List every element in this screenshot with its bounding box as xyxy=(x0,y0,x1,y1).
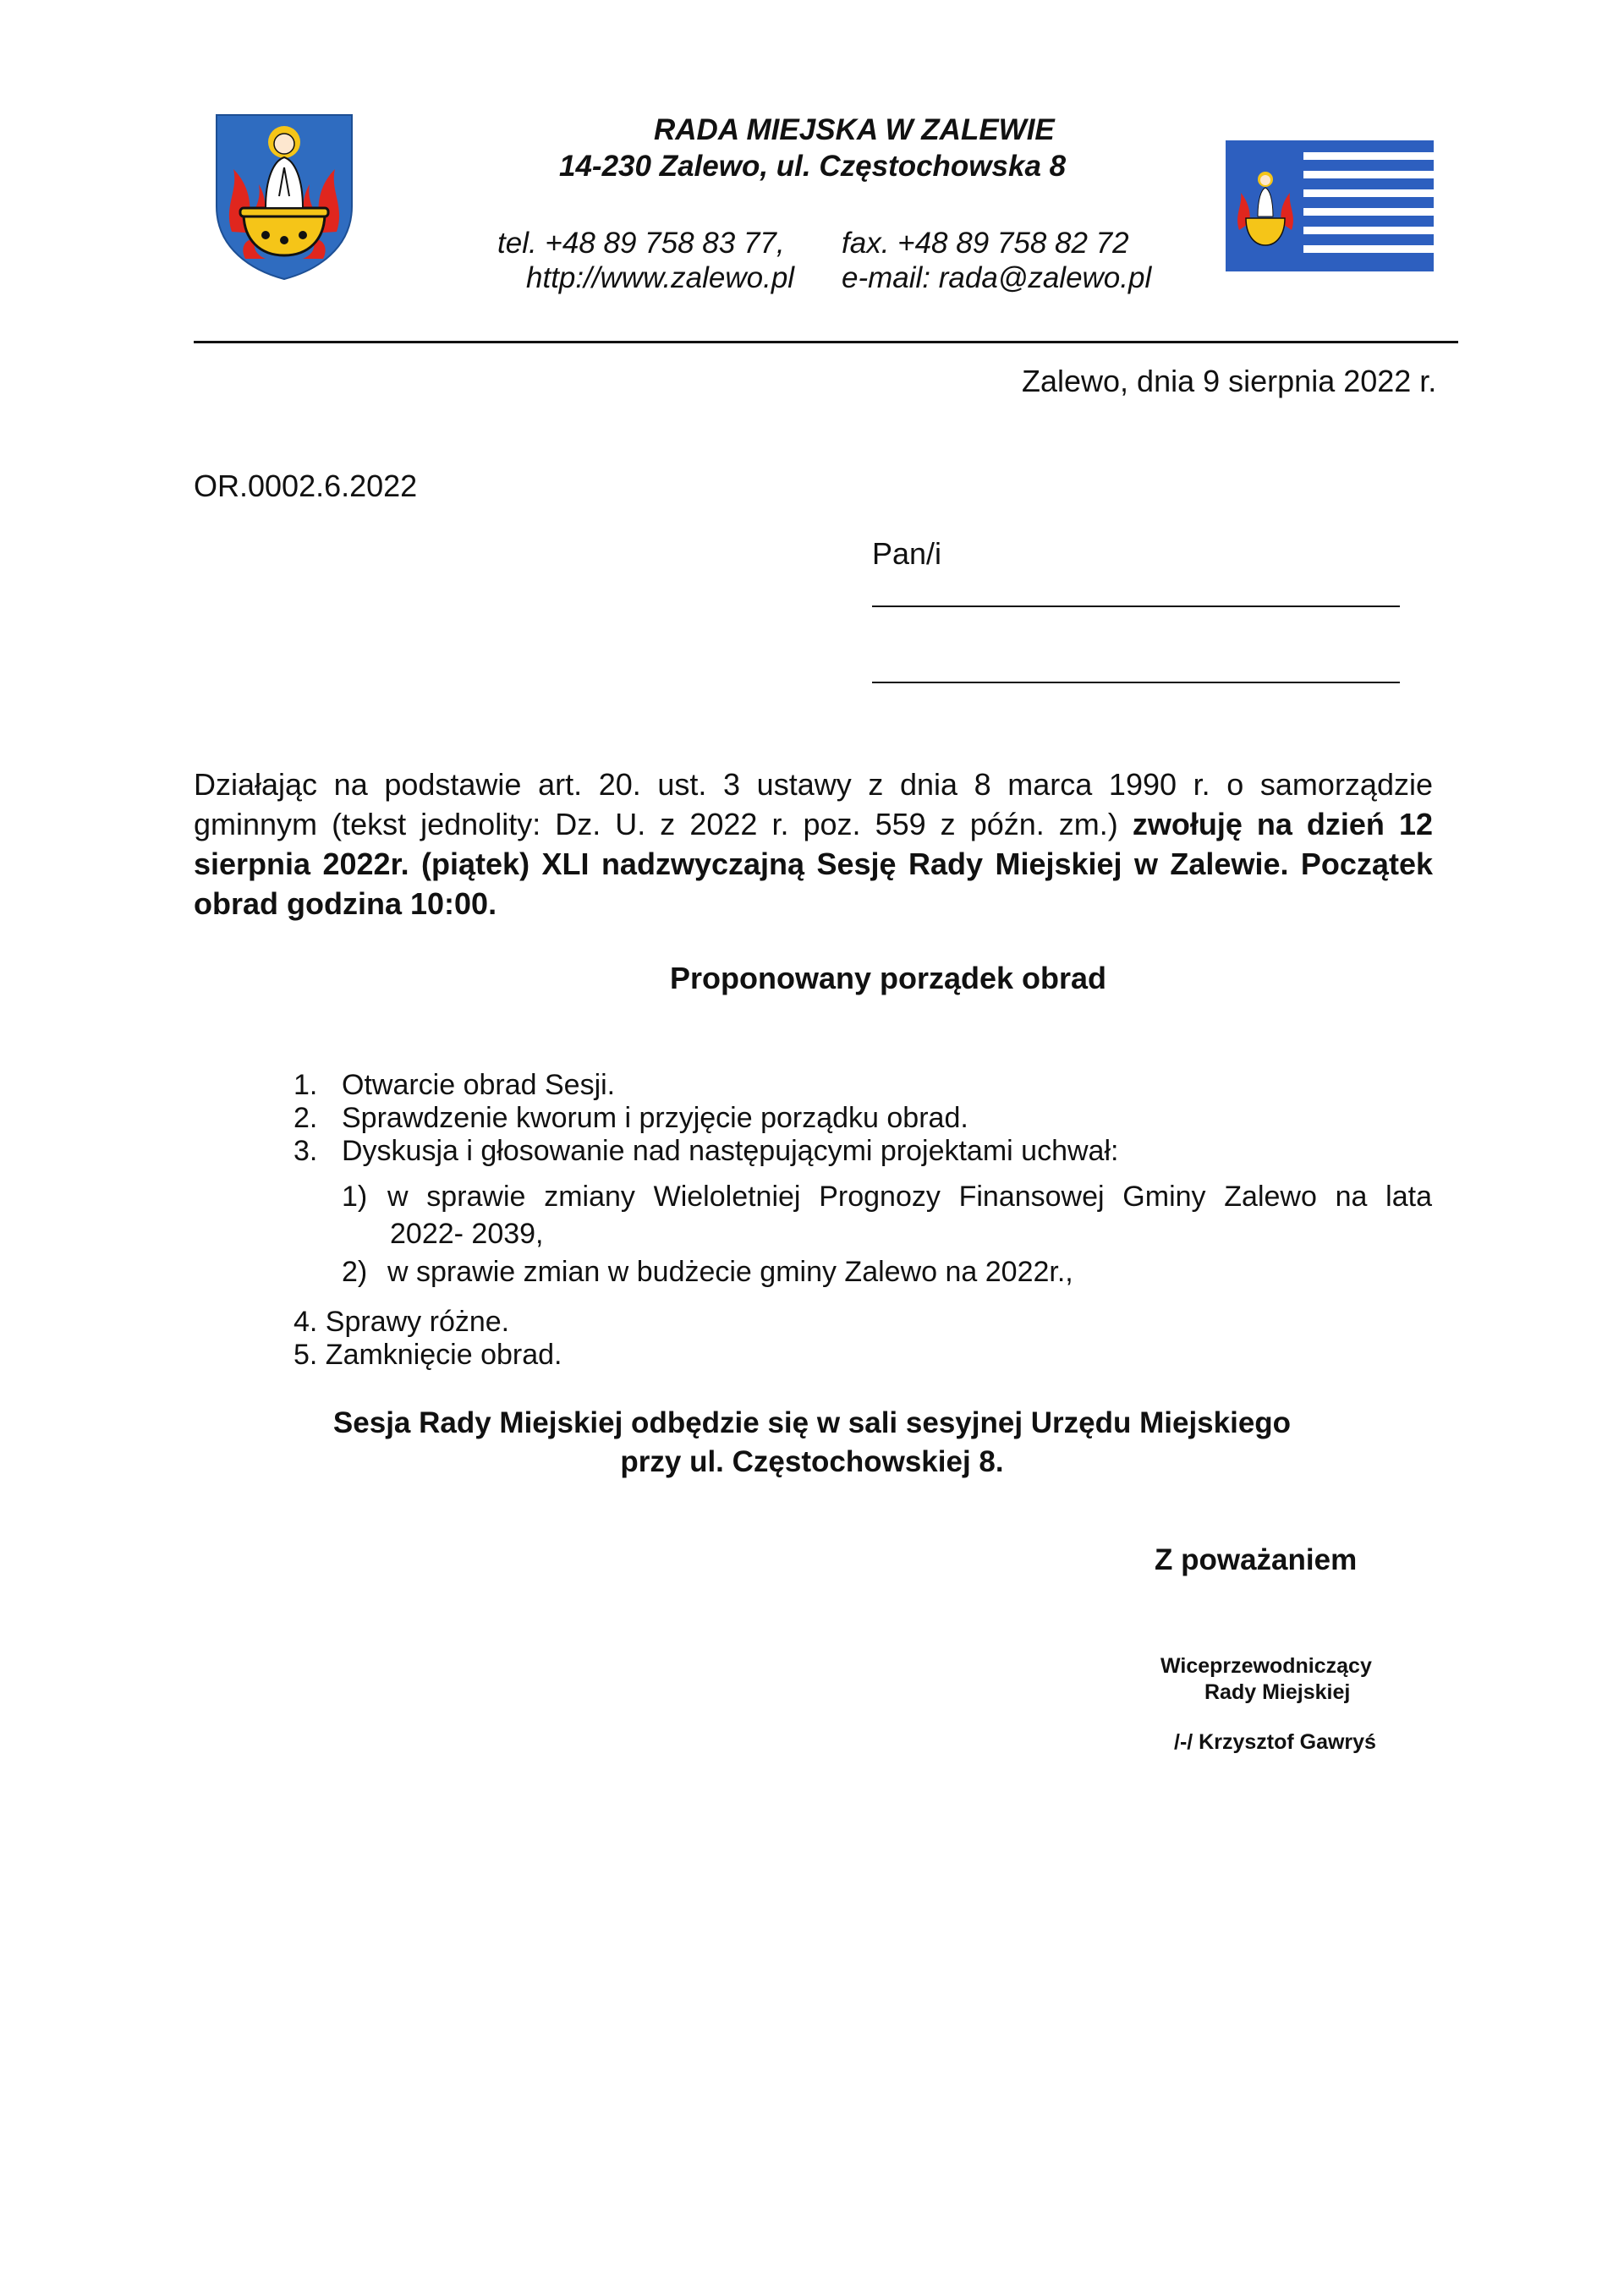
agenda-item-4: 4. Sprawy różne. xyxy=(294,1306,510,1338)
council-phone: tel. +48 89 758 83 77, xyxy=(497,227,785,260)
subitem-2-number: 2) xyxy=(342,1256,368,1288)
convocation-intro: Działając na podstawie art. 20. ust. 3 ustawy z dnia 8 marca 1990 r. o samorządzie gminnym (tekst jednolity: Dz. U. z 2022 r. poz. 559 z późn. zm.) xyxy=(194,767,1433,841)
council-fax: fax. +48 89 758 82 72 xyxy=(842,227,1129,260)
municipal-flag-icon xyxy=(1226,140,1434,271)
subitem-2-line-1: w sprawie zmian w budżecie gminy Zalewo na 2022r., xyxy=(387,1256,1073,1288)
agenda-item-1-number: 1. xyxy=(294,1069,318,1101)
subitem-1-line-1: w sprawie zmiany Wieloletniej Prognozy Finansowej Gminy Zalewo na lata xyxy=(387,1181,1432,1213)
header-divider xyxy=(194,341,1458,343)
venue-line-2: przy ul. Częstochowskiej 8. xyxy=(620,1445,1004,1478)
signatory-name: /-/ Krzysztof Gawryś xyxy=(1174,1730,1376,1754)
addressee-line-2 xyxy=(872,682,1400,683)
convocation-bold: zwołuję na dzień 12 sierpnia 2022r. (piątek) XLI nadzwyczajną Sesję Rady Miejskiej w Zalewie. Początek obrad godzina 10:00. xyxy=(194,807,1433,921)
reference-number: OR.0002.6.2022 xyxy=(194,469,418,503)
agenda-item-1: Otwarcie obrad Sesji. xyxy=(342,1069,616,1101)
closing-regards: Z poważaniem xyxy=(1155,1543,1358,1576)
council-address: 14-230 Zalewo, ul. Częstochowska 8 xyxy=(559,150,1067,183)
venue-line-1: Sesja Rady Miejskiej odbędzie się w sali sesyjnej Urzędu Miejskiego xyxy=(332,1406,1292,1439)
agenda-item-5: 5. Zamknięcie obrad. xyxy=(294,1339,562,1371)
municipal-flag xyxy=(1226,140,1434,271)
signatory-role-line-2: Rady Miejskiej xyxy=(1204,1680,1351,1704)
council-website: http://www.zalewo.pl xyxy=(526,261,795,294)
addressee-line-1 xyxy=(872,606,1400,607)
agenda-item-2-number: 2. xyxy=(294,1102,318,1134)
coat-of-arms-icon xyxy=(215,113,354,281)
agenda-heading: Proponowany porządek obrad xyxy=(669,961,1107,995)
agenda-item-3: Dyskusja i głosowanie nad następującymi projektami uchwał: xyxy=(342,1135,1119,1167)
addressee-label: Pan/i xyxy=(872,536,942,571)
convocation-paragraph xyxy=(194,764,1433,923)
agenda-item-3-number: 3. xyxy=(294,1135,318,1167)
signatory-role-line-1: Wiceprzewodniczący xyxy=(1160,1654,1372,1678)
letter-date: Zalewo, dnia 9 sierpnia 2022 r. xyxy=(1022,364,1437,398)
agenda-item-2: Sprawdzenie kworum i przyjęcie porządku obrad. xyxy=(342,1102,968,1134)
council-name: RADA MIEJSKA W ZALEWIE xyxy=(654,113,1055,146)
subitem-1-number: 1) xyxy=(342,1181,368,1213)
subitem-1-line-2: 2022- 2039, xyxy=(390,1218,544,1250)
coat-of-arms xyxy=(215,113,354,281)
council-email: e-mail: rada@zalewo.pl xyxy=(842,261,1152,294)
